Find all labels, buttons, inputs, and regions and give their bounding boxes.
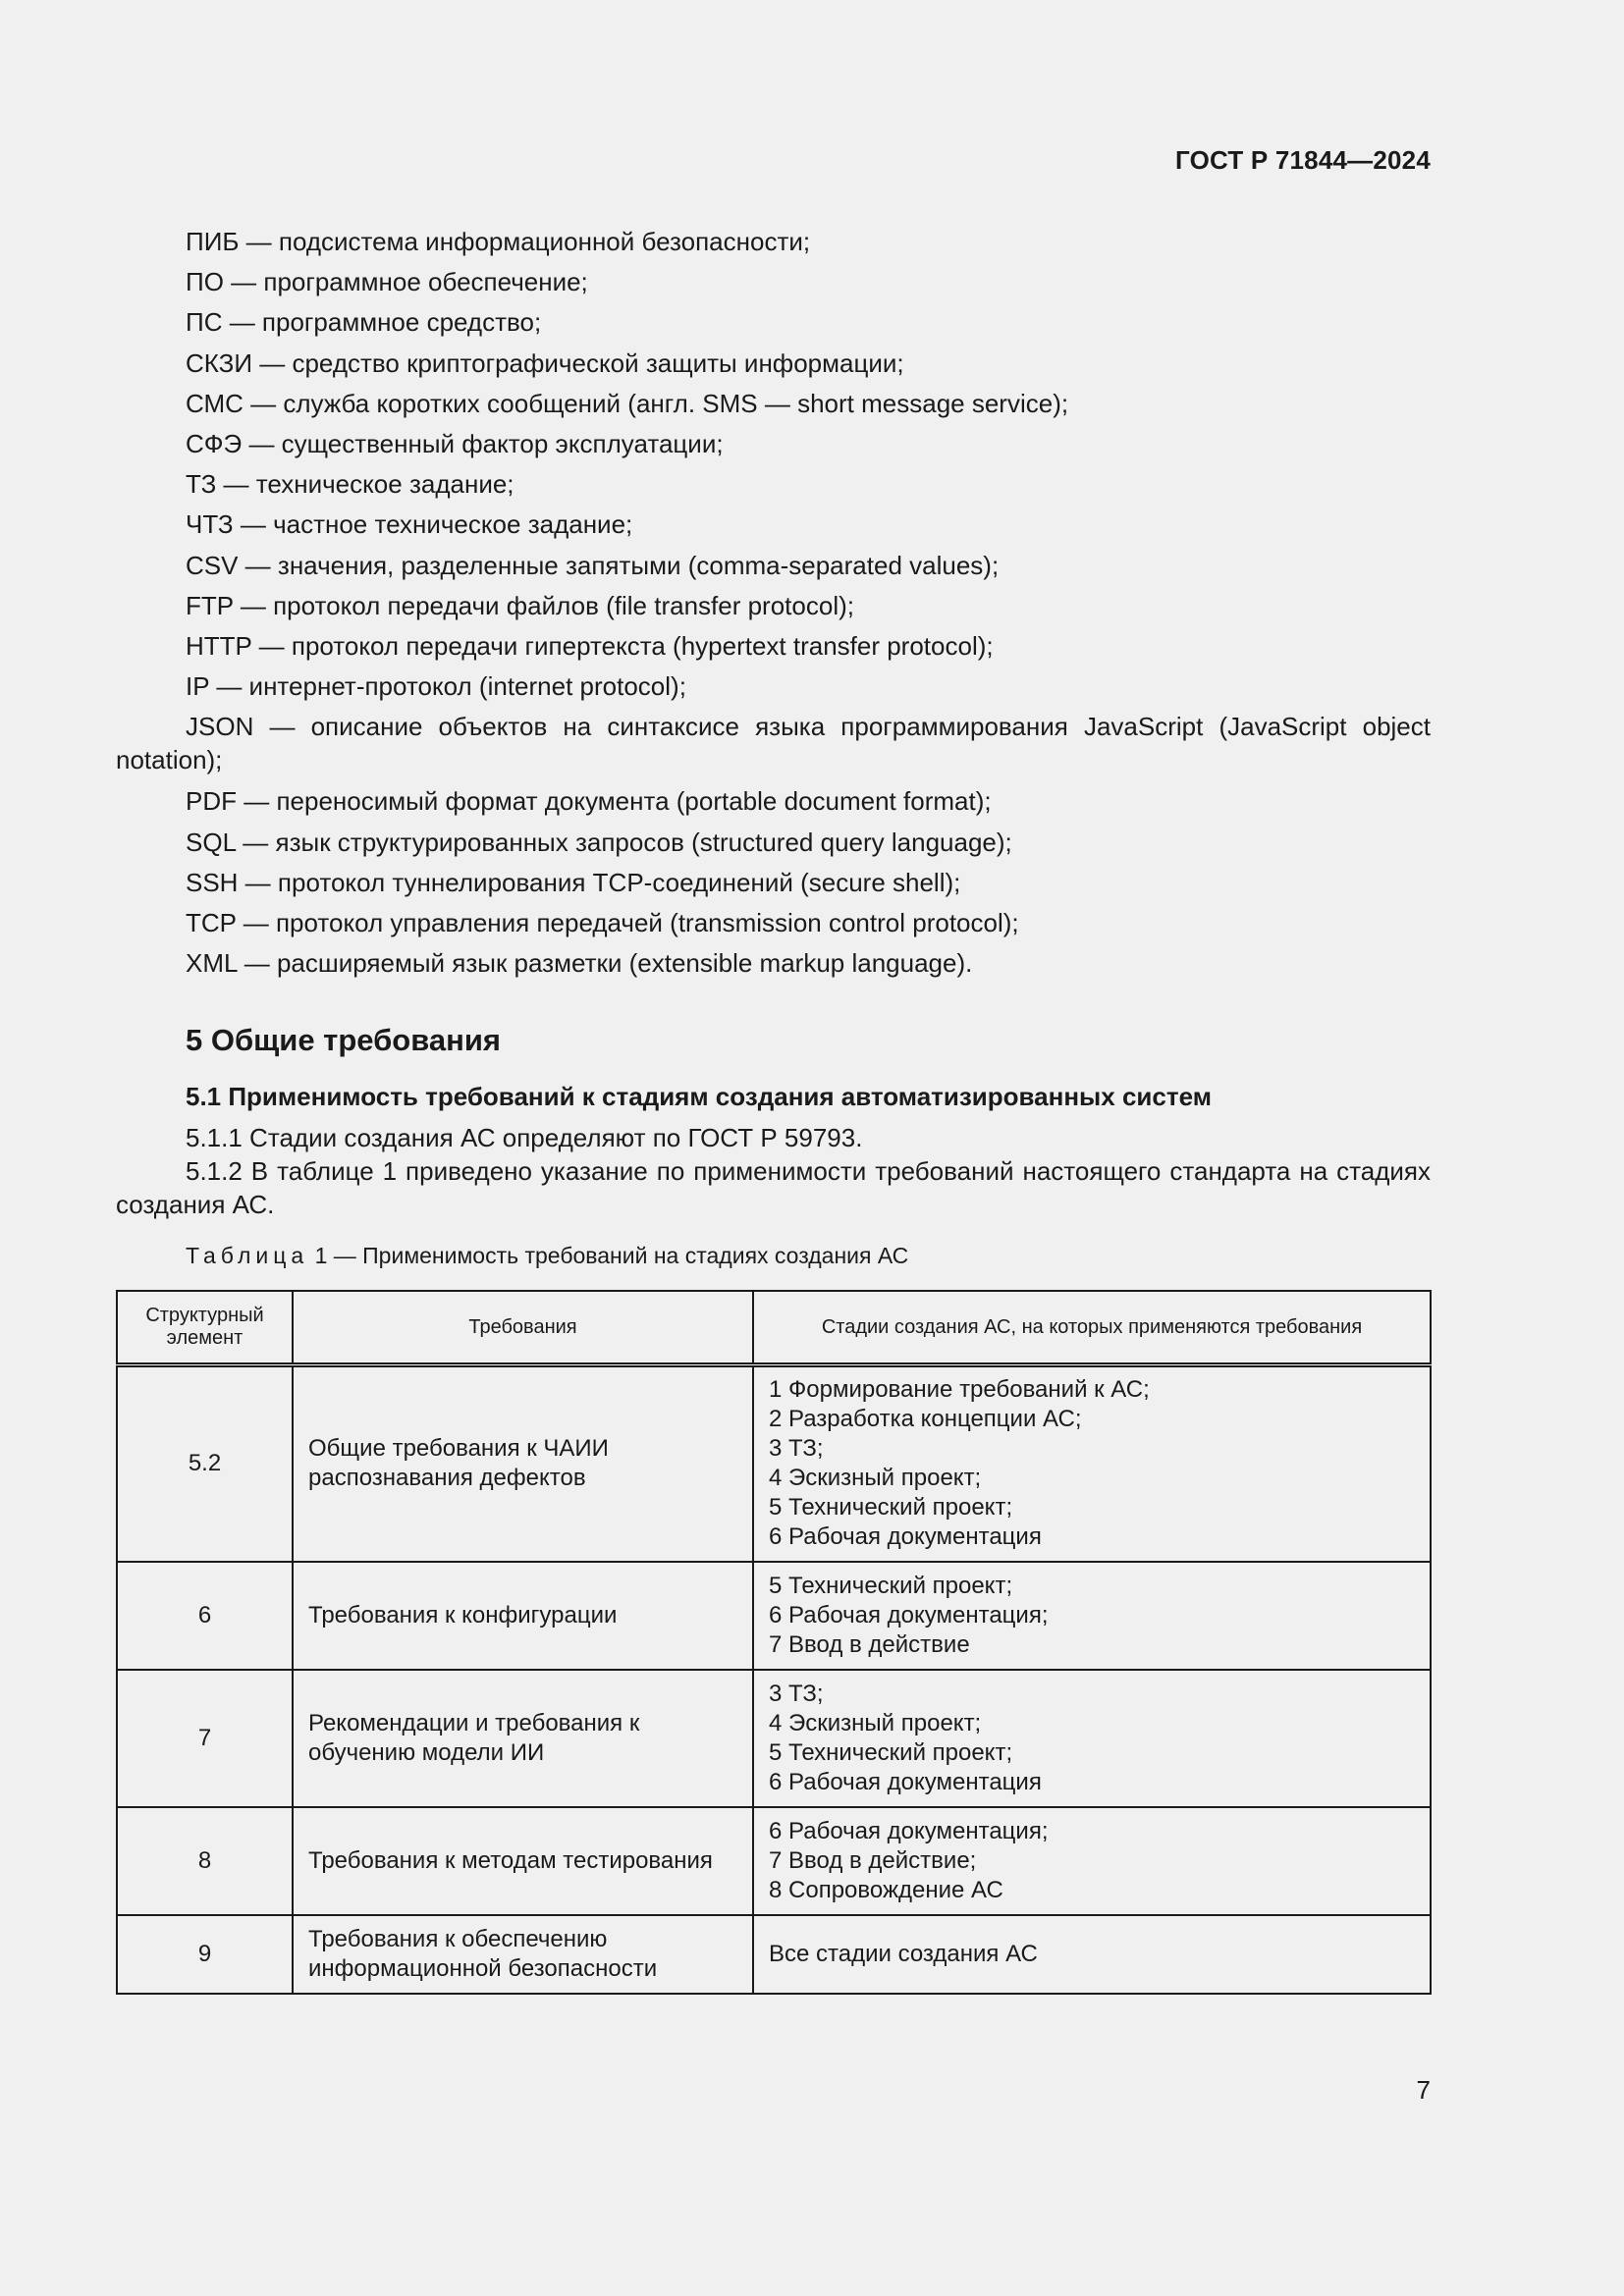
stage-item: 4 Эскизный проект; [769, 1709, 982, 1736]
stage-item: 7 Ввод в действие [769, 1630, 970, 1658]
cell-stages [753, 1807, 1431, 1915]
abbreviation-item: ПИБ — подсистема информационной безопасности; [186, 227, 811, 256]
stage-item: 3 ТЗ; [769, 1680, 824, 1707]
stage-item: 8 Сопровождение АС [769, 1876, 1003, 1903]
table-caption-label: Таблица [186, 1243, 309, 1269]
cell-requirement: Требования к методам тестирования [293, 1807, 753, 1915]
stage-item: 5 Технический проект; [769, 1494, 1013, 1522]
cell-requirement: Рекомендации и требования к обучению модели ИИ [293, 1670, 753, 1807]
document-code-header: ГОСТ Р 71844—2024 [1175, 145, 1431, 175]
cell-stages [753, 1915, 1431, 1994]
abbreviation-item: SSH — протокол туннелирования TCP-соединений (secure shell); [186, 867, 961, 897]
abbreviation-item: TCP — протокол управления передачей (transmission control protocol); [186, 908, 1019, 938]
stage-item: 2 Разработка концепции АС; [769, 1406, 1082, 1433]
section-title: 5 Общие требования [186, 1023, 501, 1058]
cell-requirement: Требования к обеспечению информационной безопасности [293, 1915, 753, 1994]
abbreviation-item: HTTP — протокол передачи гипертекста (hypertext transfer protocol); [186, 631, 994, 662]
abbreviation-item: ТЗ — техническое задание; [186, 469, 514, 500]
abbreviation-item: ПС — программное средство; [186, 307, 542, 338]
table-row [117, 1807, 1431, 1915]
paragraph-5-1-2: 5.1.2 В таблице 1 приведено указание по применимости требований настоящего стандарта на стадиях создания АС. [116, 1156, 1431, 1220]
cell-stages [753, 1562, 1431, 1670]
page-content [116, 222, 1431, 1270]
cell-requirement: Требования к конфигурации [293, 1562, 753, 1670]
stage-item: 1 Формирование требований к АС; [769, 1376, 1150, 1404]
header-structural-element: Структурный элемент [117, 1291, 293, 1365]
cell-stages [753, 1670, 1431, 1807]
abbreviation-item: ЧТЗ — частное техническое задание; [186, 509, 633, 540]
stage-item: 3 ТЗ; [769, 1435, 824, 1463]
stage-item: Все стадии создания АС [769, 1940, 1038, 1967]
cell-element: 8 [117, 1807, 293, 1915]
table-caption [186, 1241, 1431, 1270]
cell-element: 7 [117, 1670, 293, 1807]
cell-requirement: Общие требования к ЧАИИ распознавания дефектов [293, 1365, 753, 1562]
requirements-table [116, 1290, 1432, 1995]
header-requirements: Требования [293, 1291, 753, 1365]
cell-stages [753, 1365, 1431, 1562]
table-caption-text: 1 — Применимость требований на стадиях создания АС [314, 1243, 909, 1269]
page-number: 7 [1416, 2075, 1431, 2105]
stage-item: 6 Рабочая документация; [769, 1601, 1049, 1629]
cell-element: 6 [117, 1562, 293, 1670]
abbreviation-item: FTP — протокол передачи файлов (file transfer protocol); [186, 590, 854, 620]
subsection-title: 5.1 Применимость требований к стадиям создания автоматизированных систем [186, 1082, 1212, 1112]
abbreviation-item: PDF — переносимый формат документа (portable document format); [186, 786, 992, 817]
abbreviation-item: XML — расширяемый язык разметки (extensible markup language). [186, 948, 973, 979]
stage-item: 4 Эскизный проект; [769, 1465, 982, 1492]
table-row [117, 1915, 1431, 1994]
abbreviations-list [116, 222, 1431, 984]
abbreviation-item: ПО — программное обеспечение; [186, 267, 588, 297]
stage-item: 6 Рабочая документация [769, 1523, 1042, 1551]
cell-element: 5.2 [117, 1365, 293, 1562]
abbreviation-item: SQL — язык структурированных запросов (structured query language); [186, 827, 1012, 857]
abbreviation-item: JSON — описание объектов на синтаксисе языка программирования JavaScript (JavaScript object notation); [116, 712, 1431, 775]
header-stages: Стадии создания АС, на которых применяются требования [753, 1291, 1431, 1365]
stage-item: 5 Технический проект; [769, 1738, 1013, 1766]
stage-item: 6 Рабочая документация [769, 1768, 1042, 1795]
abbreviation-item: СФЭ — существенный фактор эксплуатации; [186, 429, 724, 459]
table-row [117, 1365, 1431, 1562]
table-row [117, 1562, 1431, 1670]
paragraph-5-1-1: 5.1.1 Стадии создания АС определяют по ГОСТ Р 59793. [186, 1123, 863, 1153]
table-row [117, 1670, 1431, 1807]
stage-item: 6 Рабочая документация; [769, 1817, 1049, 1844]
cell-element: 9 [117, 1915, 293, 1994]
stage-item: 5 Технический проект; [769, 1572, 1013, 1599]
abbreviation-item: СКЗИ — средство криптографической защиты информации; [186, 347, 904, 378]
table-header-row [117, 1291, 1431, 1365]
abbreviation-item: СМС — служба коротких сообщений (англ. SMS — short message service); [186, 388, 1069, 418]
abbreviation-item: IP — интернет-протокол (internet protocol); [186, 671, 686, 702]
stage-item: 7 Ввод в действие; [769, 1846, 977, 1874]
abbreviation-item: CSV — значения, разделенные запятыми (comma-separated values); [186, 550, 1000, 580]
